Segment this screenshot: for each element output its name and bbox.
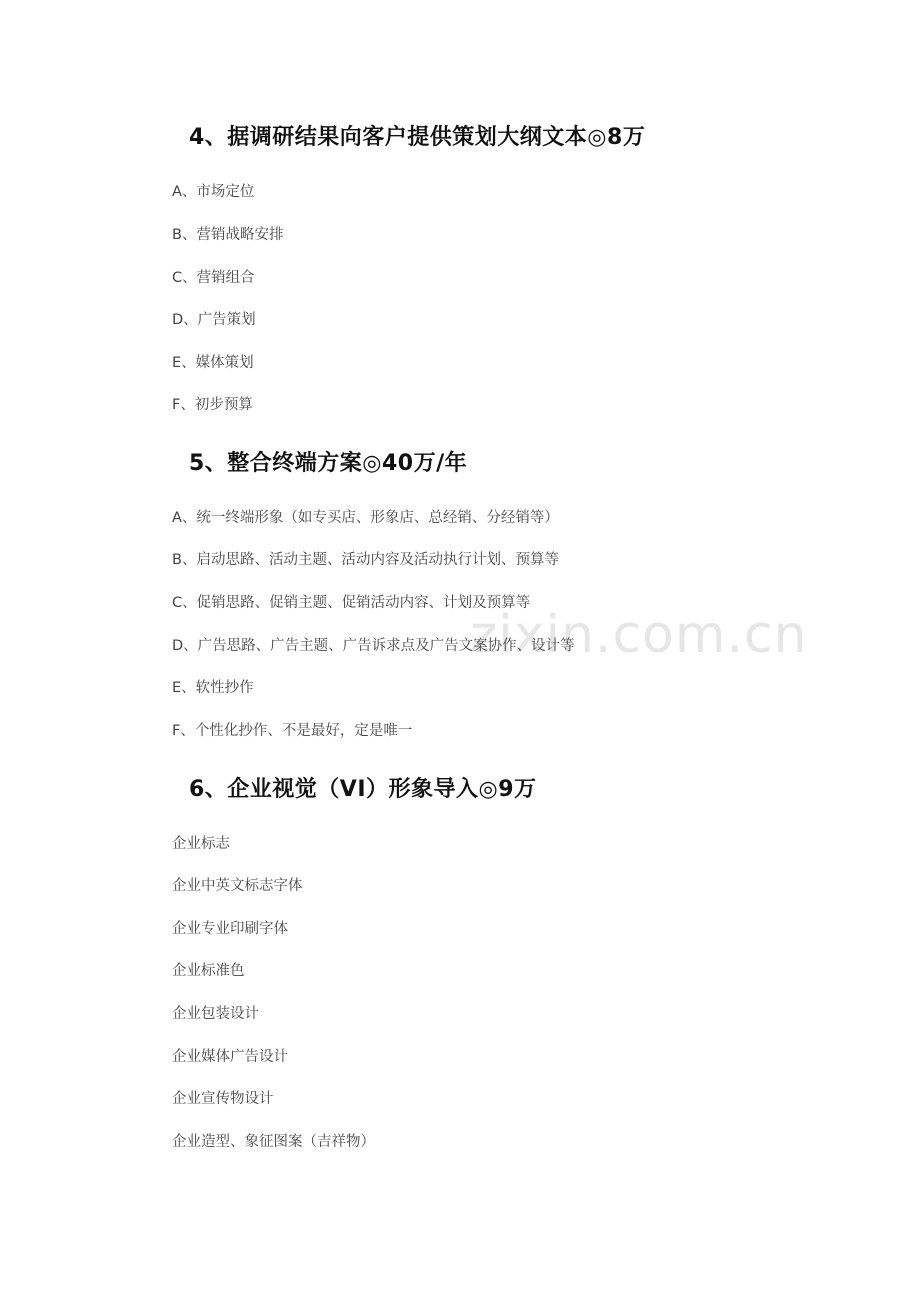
section-5-item-d: D、广告思路、广告主题、广告诉求点及广告文案协作、设计等 bbox=[172, 638, 575, 654]
section-6-item-8: 企业造型、象征图案（吉祥物） bbox=[172, 1134, 375, 1150]
section-4-item-d: D、广告策划 bbox=[172, 312, 256, 328]
section-4-item-b: B、营销战略安排 bbox=[172, 227, 284, 243]
section-6-item-6: 企业媒体广告设计 bbox=[172, 1049, 288, 1065]
section-6-item-4: 企业标准色 bbox=[172, 963, 245, 979]
section-6-item-7: 企业宣传物设计 bbox=[172, 1091, 274, 1107]
section-5-item-b: B、启动思路、活动主题、活动内容及活动执行计划、预算等 bbox=[172, 552, 559, 568]
section-5-item-e: E、软性抄作 bbox=[172, 680, 254, 696]
section-6-item-5: 企业包装设计 bbox=[172, 1006, 259, 1022]
section-4-item-a: A、市场定位 bbox=[172, 184, 255, 200]
section-5-item-a: A、统一终端形象（如专买店、形象店、总经销、分经销等） bbox=[172, 510, 559, 526]
section-6-item-3: 企业专业印刷字体 bbox=[172, 921, 288, 937]
section-4-item-e: E、媒体策划 bbox=[172, 355, 254, 371]
section-5-item-c: C、促销思路、促销主题、促销活动内容、计划及预算等 bbox=[172, 595, 531, 611]
section-6-item-2: 企业中英文标志字体 bbox=[172, 878, 303, 894]
section-6-heading: 6、企业视觉（VI）形象导入◎9万 bbox=[189, 777, 537, 802]
section-4-heading: 4、据调研结果向客户提供策划大纲文本◎8万 bbox=[189, 125, 646, 150]
section-4-item-c: C、营销组合 bbox=[172, 270, 255, 286]
section-4-item-f: F、初步预算 bbox=[172, 397, 253, 413]
watermark: zixin.com.cn bbox=[470, 605, 808, 665]
section-6-item-1: 企业标志 bbox=[172, 836, 230, 852]
section-5-heading: 5、整合终端方案◎40万/年 bbox=[189, 451, 468, 476]
section-5-item-f: F、个性化抄作、不是最好，定是唯一 bbox=[172, 723, 413, 739]
